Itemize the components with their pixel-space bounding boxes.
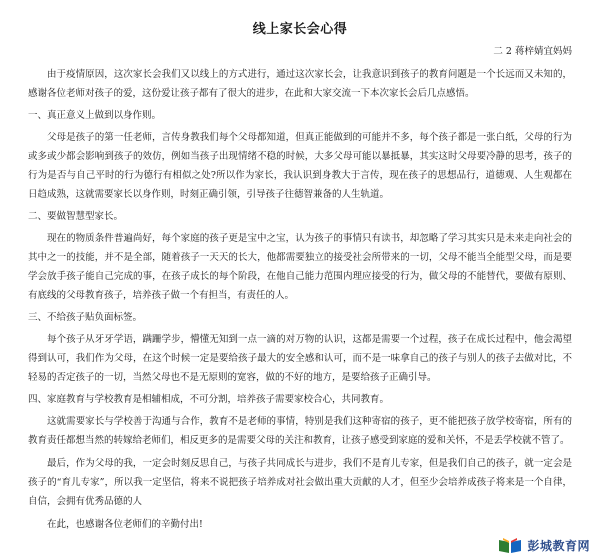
- section-heading-3: 三、不给孩子贴负面标签。: [28, 312, 143, 323]
- section-3-paragraph-1: 每个孩子从牙牙学语，蹒跚学步，懵懂无知到一点一滴的对万物的认识，这都是需要一个过程，孩子在成长过程中，他会渴望得到认可，我们作为父母，在这个时候一定是要给孩子最大的安全感和认可，而不是一味拿自己的孩子与别人的孩子去做对比，不轻易的否定孩子的一切，当然父母也不是无原则的宽容，做的不好的地方，是要给孩子正确引导。: [28, 334, 572, 383]
- section-4-paragraph-1: 这就需要家长与学校善于沟通与合作，教育不是老师的事情，特别是我们这种寄宿的孩子，更不能把孩子放学校寄宿，所有的教育责任都想当然的转嫁给老师们，相反更多的是需要父母的关注和教育，让孩子感受到家庭的爱和关怀，不是丢学校就不管了。: [28, 416, 572, 446]
- document-title: 线上家长会心得: [252, 22, 348, 37]
- section-heading-4: 四、家庭教育与学校教育是相辅相成，不可分割，培养孩子需要家校合心，共同教育。: [28, 394, 390, 405]
- section-heading-2: 二、要做智慧型家长。: [28, 211, 124, 222]
- section-2-paragraph-1: 现在的物质条件普遍尚好，每个家庭的孩子更是宝中之宝，认为孩子的事情只有读书，却忽略了学习其实只是未来走向社会的其中之一的技能，并不是全部，随着孩子一天天的长大，他都需要独立的接受社会所带来的一切，父母不能当全能型父母，而是要学会放手孩子能自己完成的事，在孩子成长的每个阶段，在他自己能力范围内理应接受的行为，做父母的不能替代，要做有原则、有底线的父母教育孩子，培养孩子做一个有担当，有责任的人。: [28, 233, 572, 301]
- watermark-text: 彭城教育网: [527, 538, 590, 553]
- thanks-paragraph: 在此，也感谢各位老师们的辛勤付出!: [47, 519, 203, 530]
- site-watermark: [497, 536, 590, 554]
- closing-paragraph: 最后，作为父母的我，一定会时刻反思自己，与孩子共同成长与进步，我们不是育儿专家，但是我们自己的孩子，就一定会是孩子的“育儿专家”，所以我一定坚信，将来不说把孩子培养成对社会做出重大贡献的人才，但至少会培养成孩子将来是一个自律，自信，会拥有优秀品德的人: [28, 458, 572, 507]
- intro-paragraph: 由于疫情原因，这次家长会我们又以线上的方式进行，通过这次家长会，让我意识到孩子的教育问题是一个长远而又未知的，感谢各位老师对孩子的爱，这份爱让孩子都有了很大的进步，在此和大家交流一下本次家长会后几点感悟。: [28, 69, 572, 99]
- section-1-paragraph-1: 父母是孩子的第一任老师，言传身教我们每个父母都知道，但真正能做到的可能并不多，每个孩子都是一张白纸，父母的行为或多或少都会影响到孩子的效仿，例如当孩子出现情绪不稳的时候，大多父母可能以暴抵暴，其实这时父母要冷静的思考，孩子的行为是否与自己平时的行为德行有相似之处?所以作为家长，我认识到身教大于言传，现在孩子的思想品行，道德观、人生观都在日趋成熟，这就需要家长以身作则，时刻正确引领，引导孩子往德智兼备的人生轨道。: [28, 132, 572, 200]
- document-author: 二 2 蒋梓婧宜妈妈: [493, 46, 572, 57]
- section-heading-1: 一、真正意义上做到以身作则。: [28, 110, 162, 121]
- open-book-logo-icon: [497, 536, 523, 554]
